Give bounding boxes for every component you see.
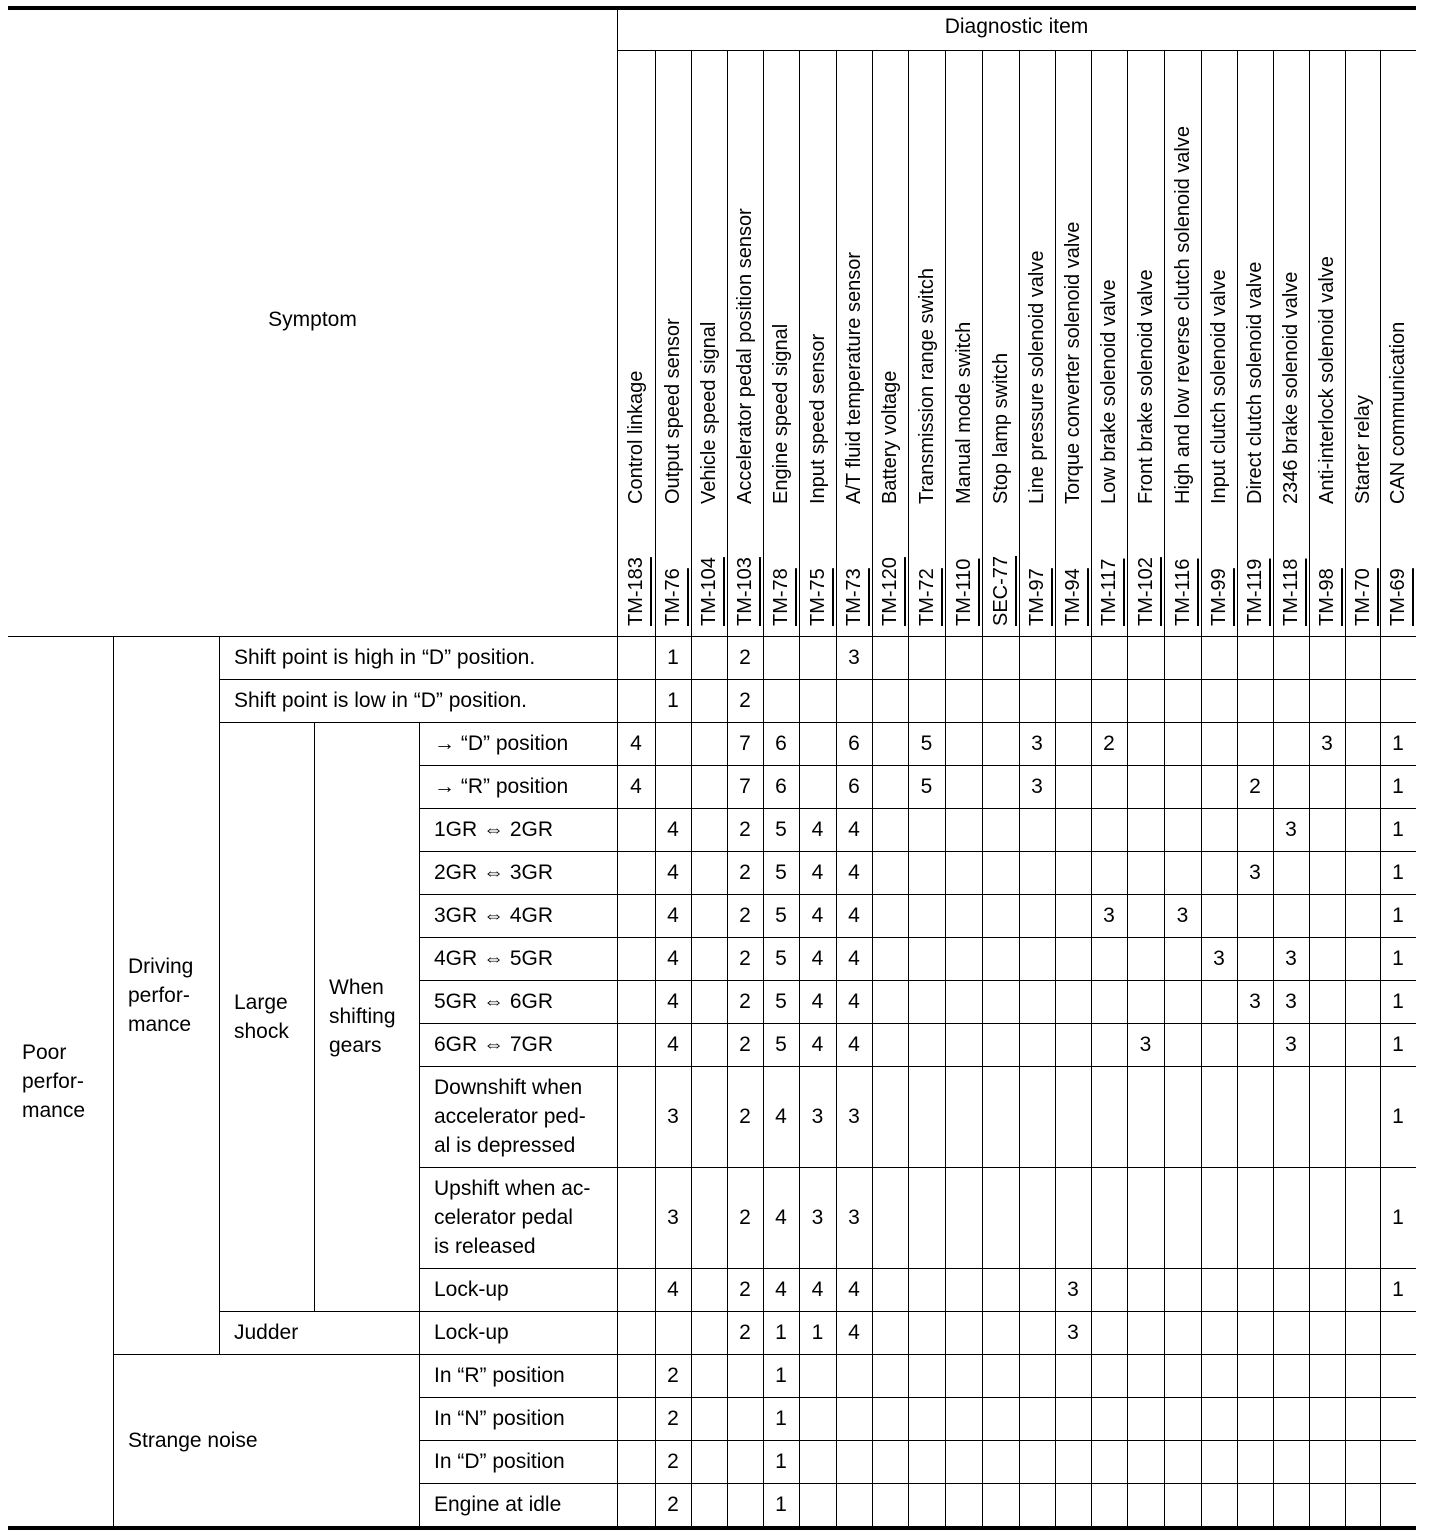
column-ref-19: TM-118: [1280, 558, 1302, 626]
column-ref-12: TM-97: [1026, 568, 1048, 626]
column-header-2: Output speed sensor: [662, 318, 684, 504]
cell-value: 5: [920, 732, 933, 755]
grid-line-v: [872, 50, 873, 1526]
row-label: Downshift when accelerator ped- al is depressed: [434, 1076, 586, 1157]
row-label: 1GR ⇔ 2GR: [434, 818, 554, 841]
column-ref-13: TM-94: [1062, 568, 1084, 626]
column-header-14: Low brake solenoid valve: [1098, 279, 1120, 504]
cell-value: 4: [848, 1321, 860, 1344]
cell-value: 1: [775, 1321, 787, 1344]
grid-line-v: [836, 50, 837, 1526]
cell-value: 2: [667, 1407, 679, 1430]
cell-value: 3: [1285, 1033, 1297, 1056]
grid-line-v: [799, 50, 800, 1526]
grid-line-h: [419, 808, 1416, 809]
cell-value: 4: [667, 904, 679, 927]
cell-value: 1: [1392, 1206, 1404, 1229]
column-header-15: Front brake solenoid valve: [1135, 269, 1157, 504]
cell-value: 3: [848, 1105, 860, 1128]
cell-value: 4: [811, 990, 824, 1013]
group-poor-performance: Poor perfor- mance: [22, 1041, 86, 1122]
cell-value: 1: [667, 646, 679, 669]
grid-line-h: [419, 980, 1416, 981]
grid-line-v: [113, 636, 114, 1526]
column-ref-14: TM-117: [1098, 558, 1120, 626]
cell-value: 6: [775, 732, 787, 755]
cell-value: 4: [811, 818, 824, 841]
cell-value: 3: [1067, 1321, 1079, 1344]
diagnostic-item-header: Diagnostic item: [944, 15, 1089, 38]
cell-value: 2: [739, 646, 751, 669]
cell-value: 5: [920, 775, 933, 798]
cell-value: 5: [775, 1033, 787, 1056]
grid-line-v: [982, 50, 983, 1526]
cell-value: 2: [667, 1364, 679, 1387]
grid-line-h: [113, 1354, 1416, 1355]
cell-value: 3: [811, 1206, 824, 1229]
group-when-shifting-gears: When shifting gears: [329, 976, 396, 1057]
column-header-5: Engine speed signal: [770, 323, 792, 504]
column-header-12: Line pressure solenoid valve: [1026, 250, 1048, 504]
column-header-19: 2346 brake solenoid valve: [1280, 271, 1302, 504]
grid-line-h: [419, 1397, 1416, 1398]
cell-value: 3: [1103, 904, 1115, 927]
cell-value: 1: [1392, 1033, 1404, 1056]
grid-line-h: [419, 851, 1416, 852]
symptom-header: Symptom: [268, 308, 357, 331]
cell-value: 4: [667, 861, 679, 884]
cell-value: 2: [739, 990, 751, 1013]
grid-line-h: [419, 1023, 1416, 1024]
grid-line-v: [945, 50, 946, 1526]
cell-value: 4: [667, 990, 679, 1013]
grid-line-h: [219, 1311, 1416, 1312]
cell-value: 2: [1103, 732, 1115, 755]
column-header-6: Input speed sensor: [807, 333, 829, 504]
grid-line-h: [419, 1483, 1416, 1484]
cell-value: 5: [775, 990, 787, 1013]
cell-value: 3: [1139, 1033, 1152, 1056]
cell-value: 5: [775, 861, 787, 884]
cell-value: 6: [848, 775, 860, 798]
column-ref-2: TM-76: [662, 568, 684, 626]
group-driving-performance: Driving perfor- mance: [128, 955, 194, 1036]
column-header-22: CAN communication: [1387, 321, 1409, 504]
cell-value: 2: [739, 689, 751, 712]
row-label: Lock-up: [434, 1278, 509, 1301]
grid-line-h: [419, 1440, 1416, 1441]
cell-value: 5: [775, 818, 787, 841]
column-ref-5: TM-78: [770, 568, 792, 626]
grid-line-v: [617, 8, 618, 1526]
column-ref-4: TM-103: [734, 557, 756, 626]
column-header-9: Transmission range switch: [916, 267, 938, 504]
grid-line-h: [219, 679, 1416, 680]
column-header-21: Starter relay: [1352, 395, 1374, 504]
row-label: → “R” position: [434, 775, 569, 798]
grid-line-v: [1345, 50, 1346, 1526]
grid-line-v: [1237, 50, 1238, 1526]
cell-value: 3: [848, 1206, 860, 1229]
cell-value: 1: [1392, 818, 1404, 841]
column-ref-3: TM-104: [698, 557, 720, 626]
cell-value: 4: [848, 990, 860, 1013]
column-header-7: A/T fluid temperature sensor: [843, 252, 865, 504]
cell-value: 1: [1392, 732, 1404, 755]
grid-line-v: [1127, 50, 1128, 1526]
cell-value: 3: [1285, 947, 1297, 970]
cell-value: 2: [667, 1450, 679, 1473]
cell-value: 4: [811, 861, 824, 884]
cell-value: 1: [775, 1364, 787, 1387]
grid-line-v: [655, 50, 656, 1526]
cell-value: 5: [775, 904, 787, 927]
grid-line-v: [1055, 50, 1056, 1526]
cell-value: 2: [739, 1278, 751, 1301]
cell-value: 4: [667, 1033, 679, 1056]
row-label: 5GR ⇔ 6GR: [434, 990, 554, 1013]
group-large-shock: Large shock: [234, 991, 289, 1043]
column-ref-16: TM-116: [1172, 558, 1194, 626]
column-ref-21: TM-70: [1352, 568, 1374, 626]
cell-value: 4: [848, 904, 860, 927]
cell-value: 3: [667, 1206, 679, 1229]
row-label: 3GR ⇔ 4GR: [434, 904, 554, 927]
cell-value: 2: [739, 1321, 751, 1344]
cell-value: 3: [811, 1105, 824, 1128]
cell-value: 1: [1392, 1278, 1404, 1301]
column-ref-11: SEC-77: [990, 555, 1012, 626]
cell-value: 4: [848, 818, 860, 841]
column-header-16: High and low reverse clutch solenoid valve: [1172, 126, 1194, 504]
cell-value: 4: [775, 1278, 787, 1301]
cell-value: 1: [1392, 990, 1404, 1013]
cell-value: 3: [1067, 1278, 1079, 1301]
column-ref-18: TM-119: [1244, 558, 1266, 626]
cell-value: 7: [739, 775, 751, 798]
cell-value: 1: [1392, 904, 1404, 927]
cell-value: 4: [630, 775, 642, 798]
cell-value: 4: [811, 947, 824, 970]
grid-line-v: [419, 722, 420, 1311]
cell-value: 2: [739, 1105, 751, 1128]
cell-value: 4: [811, 904, 824, 927]
cell-value: 7: [739, 732, 751, 755]
column-header-1: Control linkage: [625, 370, 647, 504]
cell-value: 1: [1392, 1105, 1404, 1128]
grid-line-v: [1201, 50, 1202, 1526]
cell-value: 2: [739, 1033, 751, 1056]
cell-value: 3: [1321, 732, 1333, 755]
cell-value: 2: [667, 1493, 679, 1516]
row-label: In “D” position: [434, 1450, 565, 1473]
grid-line-v: [1309, 50, 1310, 1526]
column-header-4: Accelerator pedal position sensor: [734, 208, 756, 504]
grid-line-v: [727, 50, 728, 1526]
cell-value: 1: [1392, 947, 1404, 970]
row-label: 2GR ⇔ 3GR: [434, 861, 554, 884]
cell-value: 3: [1031, 732, 1043, 755]
grid-line-h: [419, 1268, 1416, 1269]
row-label: → “D” position: [434, 732, 569, 755]
column-ref-17: TM-99: [1208, 568, 1230, 626]
cell-value: 1: [667, 689, 679, 712]
row-label: Engine at idle: [434, 1493, 562, 1516]
grid-line-h: [419, 765, 1416, 766]
grid-line-v: [1380, 50, 1381, 1526]
grid-line-v: [1164, 50, 1165, 1526]
cell-value: 2: [739, 861, 751, 884]
column-header-13: Torque converter solenoid valve: [1062, 221, 1084, 504]
cell-value: 2: [1249, 775, 1261, 798]
column-ref-1: TM-183: [625, 557, 647, 626]
cell-value: 3: [1213, 947, 1225, 970]
column-header-3: Vehicle speed signal: [698, 321, 720, 504]
column-header-18: Direct clutch solenoid valve: [1244, 261, 1266, 504]
cell-value: 4: [667, 818, 679, 841]
row-label: In “R” position: [434, 1364, 565, 1387]
cell-value: 4: [667, 947, 679, 970]
cell-value: 1: [1392, 775, 1404, 798]
column-header-20: Anti-interlock solenoid valve: [1316, 256, 1338, 504]
column-ref-20: TM-98: [1316, 568, 1338, 626]
cell-value: 2: [739, 904, 751, 927]
grid-line-h: [419, 1066, 1416, 1067]
column-header-11: Stop lamp switch: [990, 352, 1012, 504]
grid-line-v: [219, 636, 220, 1354]
grid-line-v: [908, 50, 909, 1526]
column-header-10: Manual mode switch: [953, 321, 975, 504]
cell-value: 3: [1285, 818, 1297, 841]
row-label: Shift point is high in “D” position.: [234, 646, 536, 669]
grid-line-h: [219, 722, 1416, 723]
top-border: [8, 6, 1416, 10]
cell-value: 2: [739, 947, 751, 970]
row-label: 4GR ⇔ 5GR: [434, 947, 554, 970]
grid-line-h: [419, 937, 1416, 938]
grid-line-v: [691, 50, 692, 1526]
grid-line-h: [419, 894, 1416, 895]
cell-value: 3: [1285, 990, 1297, 1013]
grid-line-v: [314, 722, 315, 1311]
group-judder: Judder: [234, 1321, 299, 1344]
cell-value: 4: [811, 1278, 824, 1301]
column-ref-7: TM-73: [843, 568, 865, 626]
grid-line-v: [1273, 50, 1274, 1526]
row-label: Upshift when ac- celerator pedal is released: [434, 1177, 591, 1258]
cell-value: 3: [848, 646, 860, 669]
cell-value: 2: [739, 818, 751, 841]
column-header-8: Battery voltage: [879, 370, 901, 504]
grid-line-h: [419, 1167, 1416, 1168]
column-ref-22: TM-69: [1387, 568, 1409, 626]
cell-value: 6: [848, 732, 860, 755]
cell-value: 4: [811, 1033, 824, 1056]
column-ref-9: TM-72: [916, 568, 938, 626]
bottom-border: [8, 1526, 1416, 1530]
group-strange-noise: Strange noise: [128, 1429, 258, 1452]
cell-value: 3: [1249, 990, 1261, 1013]
row-label: 6GR ⇔ 7GR: [434, 1033, 554, 1056]
cell-value: 4: [848, 1033, 860, 1056]
column-ref-8: TM-120: [879, 557, 901, 626]
cell-value: 4: [848, 947, 860, 970]
cell-value: 4: [667, 1278, 679, 1301]
grid-line-v: [1091, 50, 1092, 1526]
grid-line-v: [763, 50, 764, 1526]
cell-value: 5: [775, 947, 787, 970]
cell-value: 1: [775, 1493, 787, 1516]
column-ref-10: TM-110: [953, 558, 975, 626]
column-ref-15: TM-102: [1135, 557, 1157, 626]
cell-value: 4: [630, 732, 642, 755]
row-label: In “N” position: [434, 1407, 565, 1430]
cell-value: 1: [775, 1450, 787, 1473]
cell-value: 3: [1031, 775, 1043, 798]
cell-value: 2: [739, 1206, 751, 1229]
column-ref-6: TM-75: [807, 568, 829, 626]
cell-value: 3: [1176, 904, 1189, 927]
column-header-17: Input clutch solenoid valve: [1208, 269, 1230, 504]
grid-line-h: [617, 50, 1416, 51]
row-label: Lock-up: [434, 1321, 509, 1344]
cell-value: 1: [775, 1407, 787, 1430]
cell-value: 3: [1249, 861, 1261, 884]
cell-value: 3: [667, 1105, 679, 1128]
grid-line-v: [419, 1311, 420, 1526]
cell-value: 4: [775, 1206, 787, 1229]
cell-value: 4: [775, 1105, 787, 1128]
row-label: Shift point is low in “D” position.: [234, 689, 527, 712]
grid-line-v: [1019, 50, 1020, 1526]
cell-value: 4: [848, 861, 860, 884]
cell-value: 4: [848, 1278, 860, 1301]
cell-value: 6: [775, 775, 787, 798]
cell-value: 1: [811, 1321, 824, 1344]
cell-value: 1: [1392, 861, 1404, 884]
